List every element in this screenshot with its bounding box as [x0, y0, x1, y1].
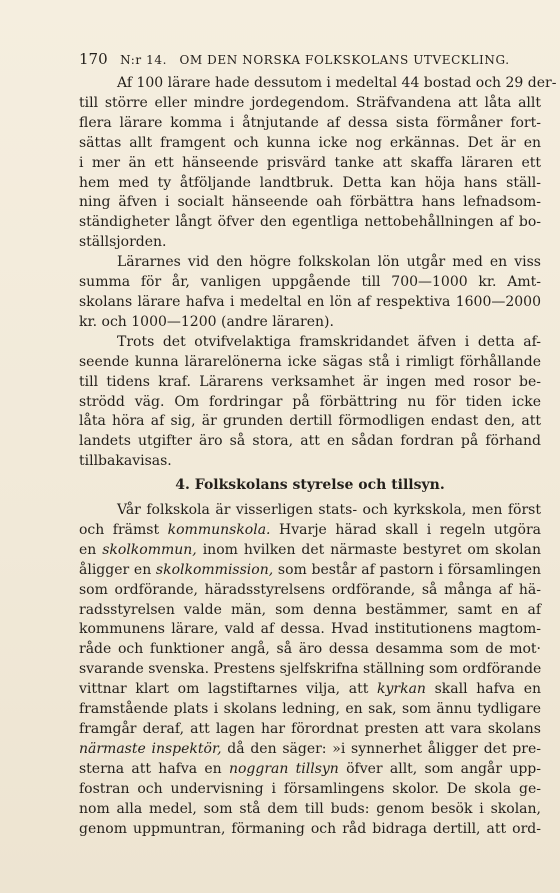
text-line: skolans lärare hafva i medeltal en lön af respektiva 1600—2000 — [79, 293, 541, 310]
paragraph-3 — [79, 333, 541, 472]
section-heading: 4. Folkskolans styrelse och tillsyn. — [175, 477, 445, 494]
text-line: framstående plats i skolans ledning, en sak, som ännu tydligare — [79, 701, 541, 718]
running-header — [79, 50, 541, 68]
text-line: ställsjorden. — [79, 234, 167, 251]
text-line: fostran och undervisning i församlingens skolor. De skola ge- — [79, 780, 541, 797]
text-line: Vår folkskola är visserligen stats- och kyrkskola, men först — [117, 502, 541, 519]
text-line: sterna att hafva en noggran tillsyn öfver allt, som angår upp- — [79, 760, 541, 777]
text-line: en skolkommun, inom hvilken det närmaste bestyret om skolan — [79, 541, 541, 558]
paragraph-4 — [79, 501, 541, 839]
text-line: flera lärare komma i åtnjutande af dessa sista förmåner fort- — [79, 114, 541, 131]
issue-number: N:r 14. — [120, 53, 168, 67]
text-line: låta höra af sig, är grunden dertill förmodligen endast den, att — [79, 413, 541, 430]
text-line: framgår deraf, att lagen har förordnat presten att vara skolans — [79, 721, 541, 737]
emphasis: skolkommun, — [102, 541, 197, 558]
text-line: tillbakavisas. — [79, 453, 172, 470]
text-line: seende kunna lärarelönerna icke sägas stå i rimligt förhållande — [79, 353, 541, 370]
text-line: närmaste inspektör, då den säger: »i synnerhet åligger det pre- — [79, 740, 541, 757]
text-line: kr. och 1000—1200 (andre läraren). — [79, 313, 334, 330]
text-line: svarande svenska. Prestens sjelfskrifna ställning som ordförande — [79, 661, 542, 678]
text-line: råde och funktioner angå, så äro dessa desamma som de mot· — [79, 641, 541, 658]
text-line: radsstyrelsen valde män, som denna bestämmer, samt en af — [79, 601, 541, 618]
text-line: Lärarnes vid den högre folkskolan lön utgår med en viss — [117, 254, 541, 271]
text-line: hem med ty åtföljande landtbruk. Detta kan höja hans ställ- — [79, 174, 541, 191]
text-line: strödd väg. Om fordringar på förbättring nu för tiden icke — [79, 393, 541, 410]
text-line: som ordförande, häradsstyrelsens ordförande, så många af hä- — [79, 581, 541, 598]
text-line: nom alla medel, som stå dem till buds: genom besök i skolan, — [79, 800, 541, 817]
text-line: i mer än ett hänseende prisvärd tanke att skaffa läraren ett — [79, 154, 541, 171]
paragraph-1 — [79, 74, 557, 253]
text-line: till tidens kraf. Lärarens verksamhet är ingen med rosor be- — [79, 373, 541, 390]
running-title: OM DEN NORSKA FOLKSKOLANS UTVECKLING. — [179, 53, 510, 67]
text-line: till större eller mindre jordegendom. Sträfvandena att låta allt — [79, 94, 541, 111]
text-line: summa för år, vanligen uppgående till 700—1000 kr. Amt- — [79, 274, 541, 291]
text-line: och främst kommunskola. Hvarje härad skall i regeln utgöra — [79, 521, 542, 538]
text-line: sättas allt framgent och kunna icke nog erkännas. Det är en — [79, 134, 541, 151]
paragraph-2 — [79, 253, 541, 333]
text-line: åligger en skolkommission, som består af pastorn i församlingen — [79, 561, 542, 578]
text-line: genom uppmuntran, förmaning och råd bidraga dertill, att ord- — [79, 820, 541, 837]
text-line: vittnar klart om lagstiftarnes vilja, att kyrkan skall hafva en — [79, 681, 541, 698]
text-line: ning äfven i socialt hänseende oah förbättra hans lefnadsom- — [79, 194, 541, 211]
page-number: 170 — [79, 50, 108, 68]
text-line: Trots det otvifvelaktiga framskridandet äfven i detta af- — [117, 333, 541, 350]
emphasis: kyrkan — [377, 681, 426, 698]
text-line: kommunens lärare, vald af dessa. Hvad institutionens magtom- — [79, 621, 541, 638]
text-line: ständigheter långt öfver den egentliga nettobehållningen af bo- — [79, 214, 541, 231]
emphasis: skolkommission, — [155, 561, 274, 578]
emphasis: kommunskola. — [167, 521, 271, 538]
emphasis: närmaste inspektör, — [79, 740, 222, 757]
emphasis: noggran tillsyn — [228, 760, 339, 777]
text-line: Af 100 lärare hade dessutom i medeltal 44 bostad och 29 der- — [117, 75, 557, 91]
page-body — [79, 74, 557, 839]
text-line: landets utgifter äro så stora, att en sådan fordran på förhand — [79, 433, 541, 450]
